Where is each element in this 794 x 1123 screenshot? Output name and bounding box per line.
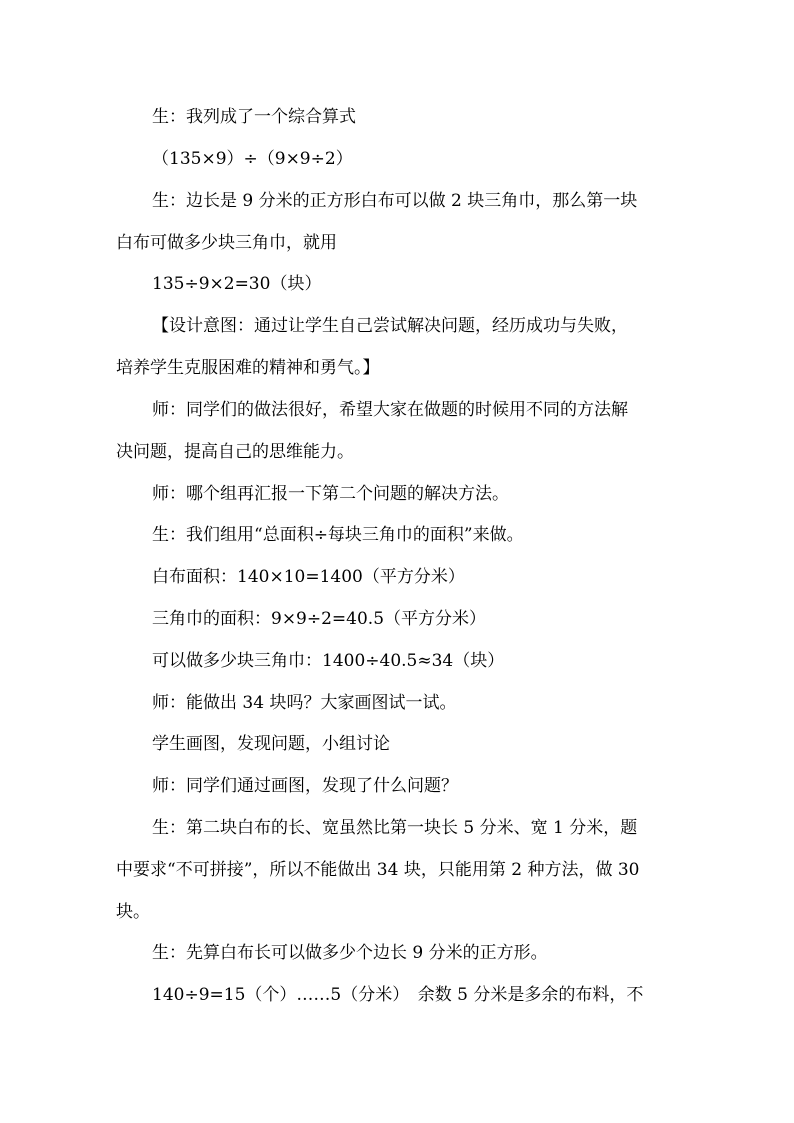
dialogue-line: 块。 bbox=[116, 902, 150, 922]
dialogue-line: 决问题，提高自己的思维能力。 bbox=[116, 442, 354, 462]
dialogue-line: 白布可做多少块三角巾，就用 bbox=[116, 233, 337, 253]
dialogue-line: 师：哪个组再汇报一下第二个问题的解决方法。 bbox=[152, 484, 509, 504]
dialogue-line: 生：边长是 9 分米的正方形白布可以做 2 块三角巾，那么第一块 bbox=[152, 191, 638, 211]
formula-line: 可以做多少块三角巾：1400÷40.5≈34（块） bbox=[152, 651, 505, 671]
formula-line: （135×9）÷（9×9÷2） bbox=[152, 149, 353, 169]
dialogue-line: 师：能做出 34 块吗？大家画图试一试。 bbox=[152, 693, 457, 713]
dialogue-line: 生：第二块白布的长、宽虽然比第一块长 5 分米、宽 1 分米，题 bbox=[152, 818, 638, 838]
design-intent-line: 【设计意图：通过让学生自己尝试解决问题，经历成功与失败， bbox=[152, 316, 628, 336]
formula-line: 三角巾的面积：9×9÷2=40.5（平方分米） bbox=[152, 609, 487, 629]
dialogue-line: 师：同学们的做法很好，希望大家在做题的时候用不同的方法解 bbox=[152, 400, 628, 420]
narration-line: 学生画图，发现问题，小组讨论 bbox=[152, 734, 390, 754]
dialogue-line: 中要求“不可拼接”，所以不能做出 34 块，只能用第 2 种方法，做 30 bbox=[116, 860, 640, 880]
dialogue-line: 生：先算白布长可以做多少个边长 9 分米的正方形。 bbox=[152, 943, 548, 963]
design-intent-line: 培养学生克服困难的精神和勇气。】 bbox=[116, 358, 380, 378]
dialogue-line: 生：我列成了一个综合算式 bbox=[152, 107, 356, 127]
formula-line: 140÷9=15（个）……5（分米） 余数 5 分米是多余的布料，不 bbox=[152, 985, 644, 1005]
formula-line: 135÷9×2=30（块） bbox=[152, 274, 322, 294]
dialogue-line: 师：同学们通过画图，发现了什么问题？ bbox=[152, 776, 458, 796]
dialogue-line: 生：我们组用“总面积÷每块三角巾的面积”来做。 bbox=[152, 525, 524, 545]
formula-line: 白布面积：140×10=1400（平方分米） bbox=[152, 567, 465, 587]
